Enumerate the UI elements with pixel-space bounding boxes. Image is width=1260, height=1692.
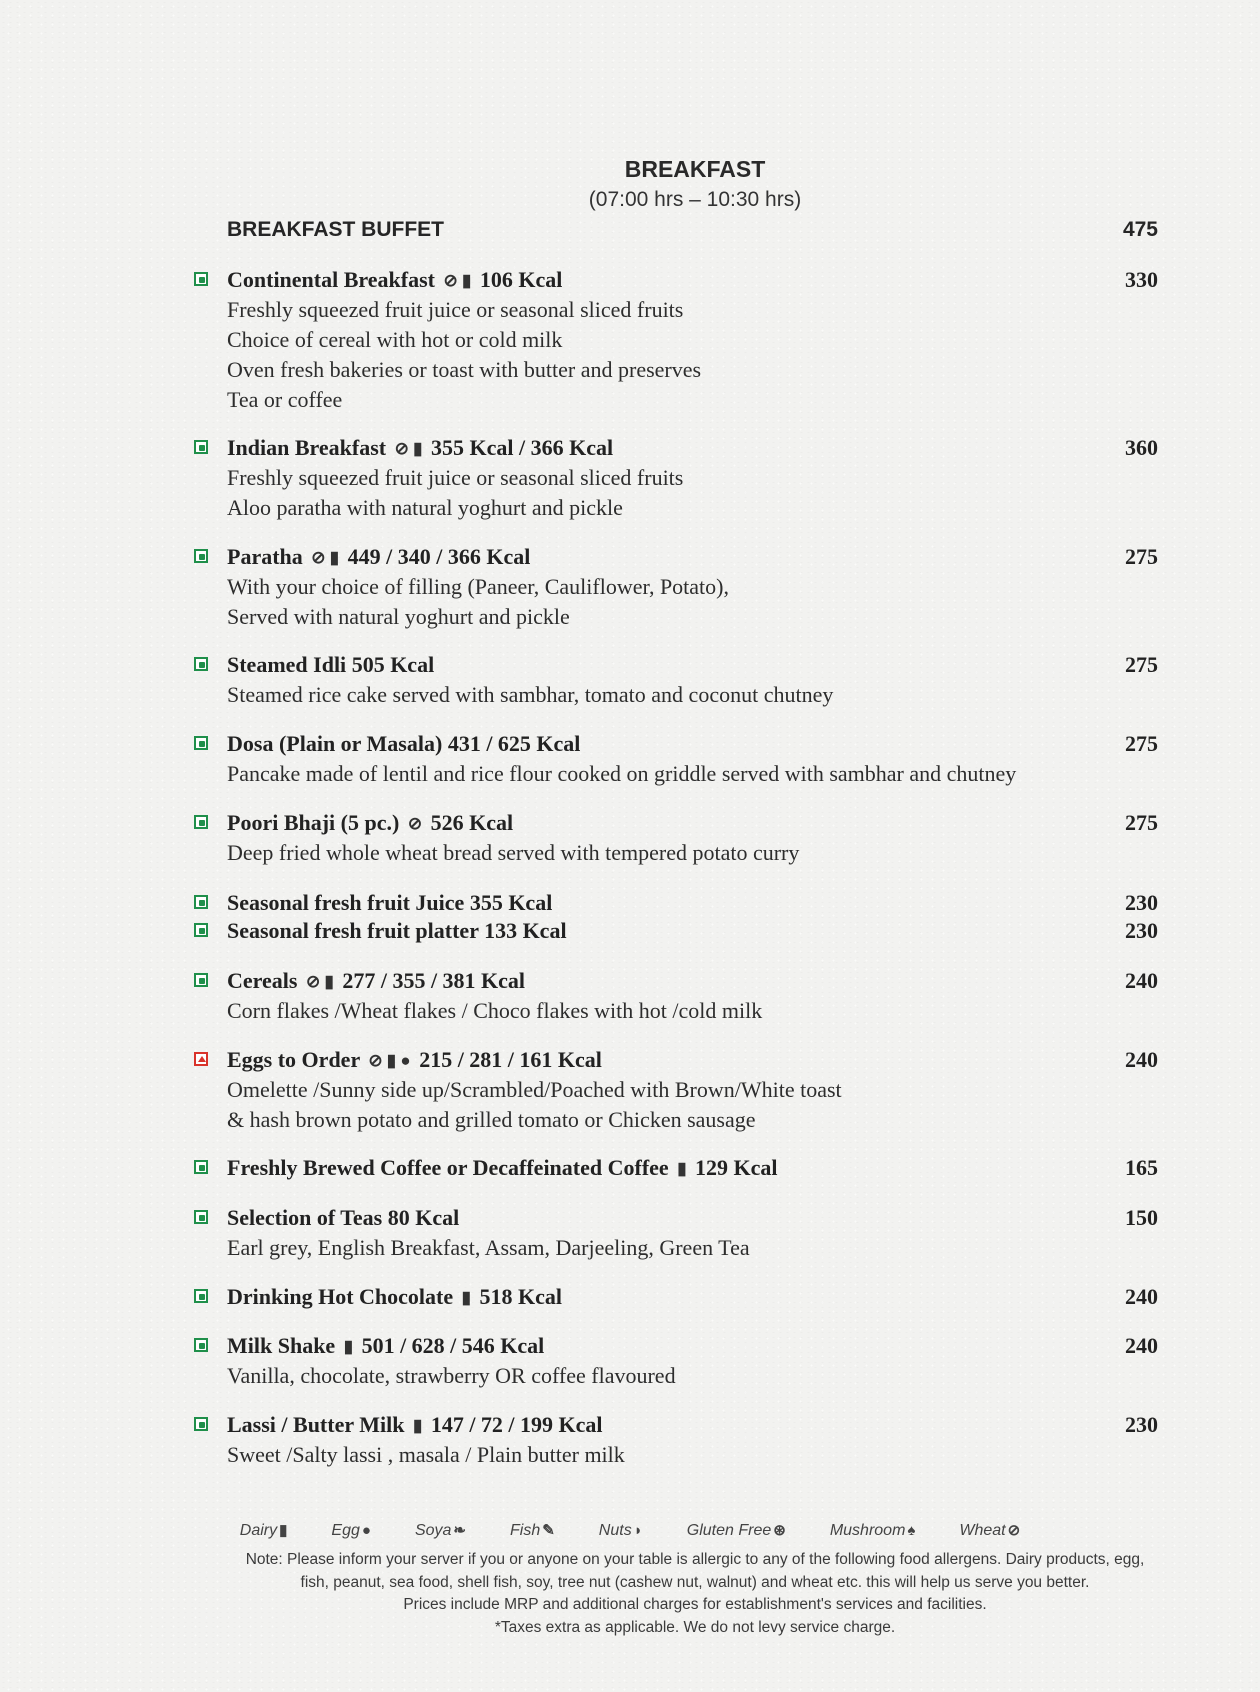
- legend-item: [240, 1521, 288, 1540]
- item-price: 165: [1125, 1155, 1158, 1180]
- item-title: Indian Breakfast: [227, 435, 387, 460]
- item-description: Aloo paratha with natural yoghurt and pickle: [227, 495, 623, 520]
- item-title: Steamed Idli: [227, 652, 347, 677]
- allergen-icons: ⊘ ▮: [394, 439, 423, 458]
- wheat-icon: ⊘: [1007, 1522, 1021, 1539]
- item-title: Drinking Hot Chocolate: [227, 1284, 454, 1309]
- item-price: 275: [1125, 731, 1158, 756]
- mushroom-icon: ♠: [907, 1522, 916, 1539]
- veg-marker-icon: [194, 1210, 208, 1224]
- veg-marker-icon: [194, 923, 208, 937]
- service-hours: (07:00 hrs – 10:30 hrs): [588, 188, 802, 211]
- legend-label: Wheat: [959, 1522, 1006, 1539]
- item-description: With your choice of filling (Paneer, Cauliflower, Potato),: [227, 574, 729, 599]
- item-title: Continental Breakfast: [227, 267, 435, 292]
- item-kcal: 133 Kcal: [484, 918, 567, 943]
- item-description: Oven fresh bakeries or toast with butter and preserves: [227, 357, 702, 382]
- item-description: Deep fried whole wheat bread served with tempered potato curry: [227, 840, 800, 865]
- legend-item: [510, 1521, 555, 1540]
- item-name: [227, 810, 513, 836]
- item-description: Choice of cereal with hot or cold milk: [227, 327, 563, 352]
- allergen-icons: ⊘ ▮: [311, 548, 340, 567]
- allergen-icons: ▮: [412, 1416, 423, 1435]
- item-title: Freshly Brewed Coffee or Decaffeinated Coffee: [227, 1155, 669, 1180]
- veg-marker-icon: [194, 895, 208, 909]
- item-kcal: 129 Kcal: [695, 1155, 778, 1180]
- item-price: 150: [1125, 1205, 1158, 1230]
- item-price: 240: [1125, 1333, 1158, 1358]
- item-name: [227, 1155, 778, 1181]
- item-title: Seasonal fresh fruit platter: [227, 918, 479, 943]
- item-kcal: 501 / 628 / 546 Kcal: [361, 1333, 545, 1358]
- item-title: Cereals: [227, 968, 298, 993]
- legend-label: Fish: [509, 1522, 541, 1539]
- item-title: Selection of Teas: [227, 1205, 383, 1230]
- item-kcal: 518 Kcal: [479, 1284, 562, 1309]
- allergen-icons: ⊘ ▮ ●: [368, 1051, 411, 1070]
- allergen-icons: ⊘: [407, 814, 423, 833]
- veg-marker-icon: [194, 1289, 208, 1303]
- item-name: [227, 267, 562, 293]
- item-description: Served with natural yoghurt and pickle: [227, 604, 570, 629]
- item-description: & hash brown potato and grilled tomato or Chicken sausage: [227, 1107, 756, 1132]
- veg-marker-icon: [194, 272, 208, 286]
- item-title: Eggs to Order: [227, 1047, 360, 1072]
- item-description: Freshly squeezed fruit juice or seasonal sliced fruits: [227, 465, 684, 490]
- item-kcal: 505 Kcal: [351, 652, 435, 677]
- allergen-icons: ▮: [461, 1288, 471, 1307]
- item-title: Seasonal fresh fruit Juice: [227, 890, 465, 915]
- gluten-free-icon: ⊛: [773, 1522, 786, 1539]
- item-kcal: 147 / 72 / 199 Kcal: [430, 1412, 603, 1437]
- item-description: Pancake made of lentil and rice flour cooked on griddle served with sambhar and chutney: [227, 761, 1017, 786]
- allergen-icons: ▮: [343, 1337, 354, 1356]
- item-price: 330: [1125, 267, 1158, 292]
- soya-icon: ❧: [453, 1522, 466, 1539]
- item-description: Steamed rice cake served with sambhar, tomato and coconut chutney: [227, 682, 834, 707]
- allergen-icons: ⊘ ▮: [443, 271, 472, 290]
- item-title: Poori Bhaji (5 pc.): [227, 810, 400, 835]
- item-name: [227, 435, 613, 461]
- veg-marker-icon: [194, 440, 208, 454]
- item-price: 230: [1125, 890, 1158, 915]
- note-line: Note: Please inform your server if you or anyone on your table is allergic to any of the following food allergens. Dairy products, egg,: [245, 1551, 1145, 1568]
- legend-label: Gluten Free: [686, 1522, 772, 1539]
- item-price: 275: [1125, 810, 1158, 835]
- item-name: [227, 1284, 562, 1310]
- item-kcal: 449 / 340 / 366 Kcal: [347, 544, 531, 569]
- item-name: [227, 968, 525, 994]
- legend-item: [599, 1522, 643, 1540]
- legend-label: Egg: [331, 1522, 360, 1539]
- item-description: Tea or coffee: [227, 387, 343, 412]
- item-name: [227, 544, 530, 570]
- allergen-icons: ⊘ ▮: [305, 972, 334, 991]
- note-line: Prices include MRP and additional charges for establishment's services and facilities.: [403, 1596, 987, 1613]
- item-price: 240: [1125, 968, 1158, 993]
- item-kcal: 355 Kcal / 366 Kcal: [431, 435, 614, 460]
- item-kcal: 106 Kcal: [479, 267, 563, 292]
- item-description: Earl grey, English Breakfast, Assam, Darjeeling, Green Tea: [227, 1235, 750, 1260]
- item-kcal: 431 / 625 Kcal: [447, 731, 581, 756]
- veg-marker-icon: [194, 549, 208, 563]
- item-description: Freshly squeezed fruit juice or seasonal sliced fruits: [227, 297, 684, 322]
- item-name: [227, 1333, 544, 1359]
- buffet-price: 475: [1122, 218, 1158, 241]
- veg-marker-icon: [194, 657, 208, 671]
- item-description: Omelette /Sunny side up/Scrambled/Poached with Brown/White toast: [227, 1077, 842, 1102]
- item-description: Corn flakes /Wheat flakes / Choco flakes with hot /cold milk: [227, 998, 763, 1023]
- veg-marker-icon: [194, 1417, 208, 1431]
- item-description: Sweet /Salty lassi , masala / Plain butter milk: [227, 1442, 625, 1467]
- item-name: [227, 918, 567, 944]
- item-price: 275: [1125, 652, 1158, 677]
- item-price: 230: [1125, 918, 1158, 943]
- veg-marker-icon: [194, 1160, 208, 1174]
- item-price: 240: [1125, 1284, 1158, 1309]
- legend-item: [687, 1521, 786, 1540]
- veg-marker-icon: [194, 736, 208, 750]
- allergen-note: [0, 1549, 1260, 1639]
- veg-marker-icon: [194, 973, 208, 987]
- allergen-icons: ▮: [677, 1159, 687, 1178]
- item-name: [227, 890, 552, 916]
- legend-item: [959, 1521, 1020, 1540]
- item-kcal: 277 / 355 / 381 Kcal: [342, 968, 526, 993]
- legend-label: Dairy: [239, 1522, 278, 1539]
- note-line: *Taxes extra as applicable. We do not levy service charge.: [494, 1618, 896, 1636]
- item-kcal: 215 / 281 / 161 Kcal: [419, 1047, 602, 1072]
- item-description: Vanilla, chocolate, strawberry OR coffee flavoured: [227, 1363, 676, 1388]
- nonveg-marker-icon: [194, 1052, 208, 1066]
- veg-marker-icon: [194, 1338, 208, 1352]
- item-name: [227, 1205, 459, 1231]
- item-name: [227, 1412, 603, 1438]
- menu-title: BREAKFAST: [624, 156, 766, 182]
- item-name: [227, 652, 434, 678]
- item-price: 240: [1125, 1047, 1158, 1072]
- dairy-icon: ▮: [279, 1522, 288, 1539]
- legend-label: Mushroom: [829, 1522, 906, 1539]
- item-title: Paratha: [227, 544, 303, 569]
- item-title: Lassi / Butter Milk: [227, 1412, 405, 1437]
- egg-icon: ●: [361, 1522, 371, 1539]
- note-line: fish, peanut, sea food, shell fish, soy, tree nut (cashew nut, walnut) and wheat etc. this will help us serve you better.: [300, 1573, 1090, 1591]
- allergen-legend: [0, 1521, 1260, 1540]
- item-kcal: 355 Kcal: [469, 890, 553, 915]
- item-price: 275: [1125, 544, 1158, 569]
- legend-item: [415, 1521, 466, 1540]
- item-title: Dosa (Plain or Masala): [227, 731, 443, 756]
- item-kcal: 526 Kcal: [430, 810, 514, 835]
- legend-item: [830, 1522, 916, 1540]
- buffet-label: BREAKFAST BUFFET: [227, 218, 444, 241]
- item-name: [227, 731, 580, 757]
- item-price: 230: [1125, 1412, 1158, 1437]
- nuts-icon: ◗: [633, 1522, 643, 1539]
- legend-item: [331, 1522, 371, 1540]
- fish-icon: ✎: [542, 1522, 555, 1539]
- item-kcal: 80 Kcal: [387, 1205, 460, 1230]
- item-title: Milk Shake: [227, 1333, 336, 1358]
- legend-label: Soya: [414, 1522, 452, 1539]
- item-price: 360: [1125, 435, 1158, 460]
- legend-label: Nuts: [598, 1522, 632, 1539]
- item-name: [227, 1047, 602, 1073]
- veg-marker-icon: [194, 815, 208, 829]
